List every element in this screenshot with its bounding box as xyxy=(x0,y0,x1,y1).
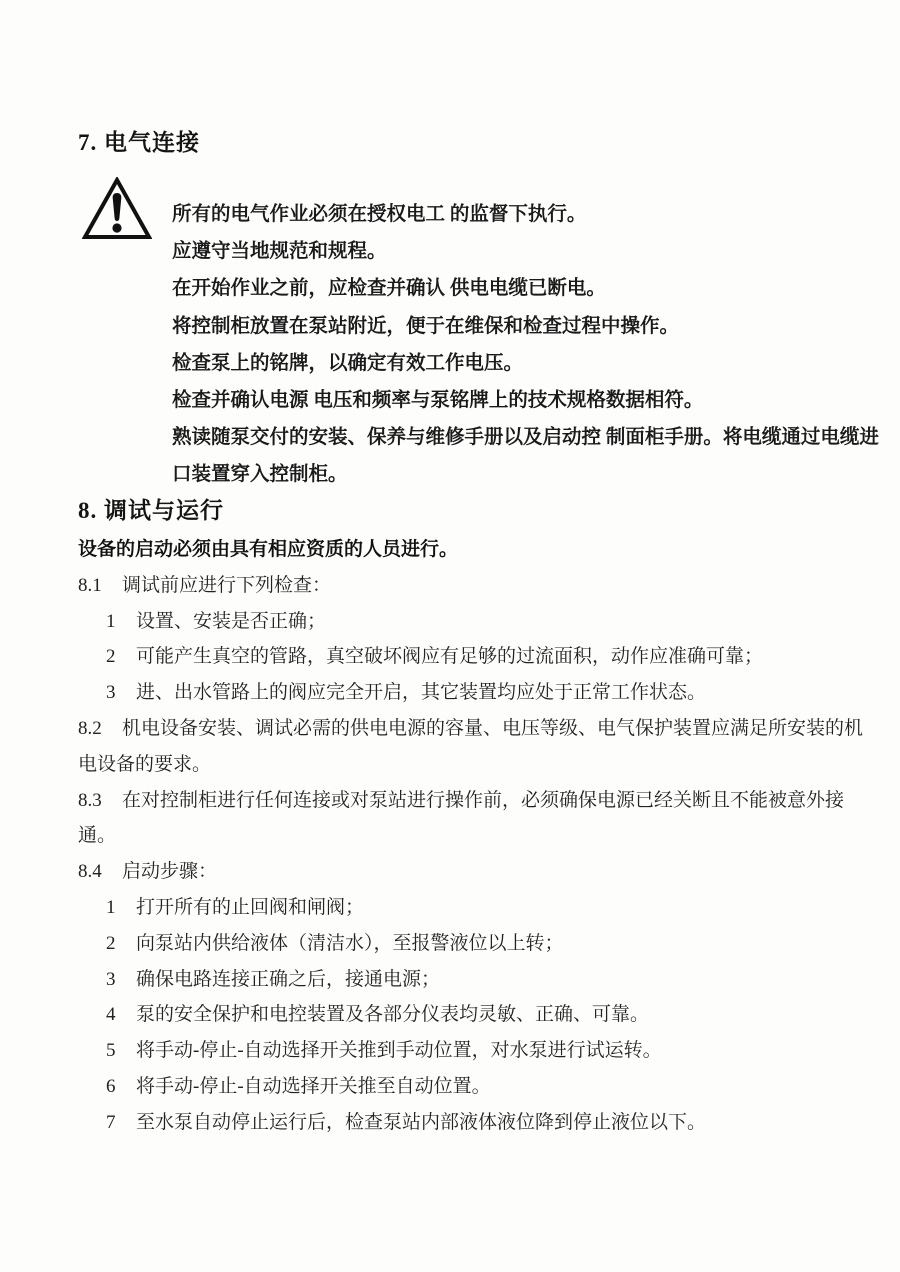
clause-number: 8.1 xyxy=(78,574,102,596)
list-item-text: 可能产生真空的管路，真空破坏阀应有足够的过流面积，动作应准确可靠； xyxy=(136,646,764,668)
list-item xyxy=(78,890,878,926)
list-item-text: 打开所有的止回阀和闸阀； xyxy=(136,896,365,918)
warning-line: 将控制柜放置在泵站附近，便于在维保和检查过程中操作。 xyxy=(172,315,680,337)
clause-text: 在对控制柜进行任何连接或对泵站进行操作前，必须确保电源已经关断且不能被意外接 xyxy=(122,789,845,811)
warning-line: 所有的电气作业必须在授权电工 的监督下执行。 xyxy=(172,204,587,225)
clause-8-2-continuation: 电设备的要求。 xyxy=(78,753,212,775)
list-item-text: 泵的安全保护和电控装置及各部分仪表均灵敏、正确、可靠。 xyxy=(136,1004,650,1026)
list-item-number: 1 xyxy=(106,610,116,632)
section-8-heading: 8. 调试与运行 xyxy=(78,498,224,523)
clause-number: 8.2 xyxy=(78,717,102,739)
clause-8-1 xyxy=(78,568,878,604)
list-item-text: 设置、安装是否正确； xyxy=(136,610,327,632)
warning-line: 应遵守当地规范和规程。 xyxy=(172,241,387,263)
list-item-text: 向泵站内供给液体（清洁水），至报警液位以上转； xyxy=(136,932,564,954)
clause-8-4 xyxy=(78,854,878,890)
list-item xyxy=(78,962,878,998)
list-item-text: 将手动-停止-自动选择开关推至自动位置。 xyxy=(136,1075,491,1097)
list-item xyxy=(78,1033,878,1069)
section-7-heading: 7. 电气连接 xyxy=(78,130,200,155)
clause-8-3-continuation: 通。 xyxy=(78,825,117,847)
warning-line: 检查泵上的铭牌，以确定有效工作电压。 xyxy=(172,352,524,374)
list-item-text: 进、出水管路上的阀应完全开启，其它装置均应处于正常工作状态。 xyxy=(136,682,707,704)
warning-line: 口装置穿入控制柜。 xyxy=(172,464,348,486)
list-item xyxy=(78,926,878,962)
list-item-text: 将手动-停止-自动选择开关推到手动位置，对水泵进行试运转。 xyxy=(136,1040,662,1062)
section-8-body xyxy=(78,532,878,1141)
list-item xyxy=(78,604,878,640)
list-item-number: 4 xyxy=(106,1004,116,1026)
clause-number: 8.3 xyxy=(78,789,102,811)
clause-8-2 xyxy=(78,711,878,747)
warning-triangle-icon xyxy=(82,177,152,241)
warning-line: 熟读随泵交付的安装、保养与维修手册以及启动控 制面柜手册。将电缆通过电缆进 xyxy=(172,427,879,449)
clause-text: 启动步骤： xyxy=(122,861,218,883)
warning-line: 检查并确认电源 电压和频率与泵铭牌上的技术规格数据相符。 xyxy=(172,390,704,412)
list-item-number: 7 xyxy=(106,1111,116,1133)
list-item-number: 5 xyxy=(106,1040,116,1062)
list-item xyxy=(78,675,878,711)
list-item-number: 3 xyxy=(106,682,116,704)
clause-text: 机电设备安装、调试必需的供电电源的容量、电压等级、电气保护装置应满足所安装的机 xyxy=(122,717,864,739)
section-8-intro: 设备的启动必须由具有相应资质的人员进行。 xyxy=(78,539,459,560)
list-item-number: 3 xyxy=(106,968,116,990)
list-item xyxy=(78,997,878,1033)
clause-number: 8.4 xyxy=(78,861,102,883)
list-item-text: 确保电路连接正确之后，接通电源； xyxy=(136,968,441,990)
list-item-text: 至水泵自动停止运行后，检查泵站内部液体液位降到停止液位以下。 xyxy=(136,1111,707,1133)
list-item-number: 2 xyxy=(106,646,116,668)
list-item-number: 6 xyxy=(106,1075,116,1097)
warning-line: 在开始作业之前，应检查并确认 供电电缆已断电。 xyxy=(172,278,606,300)
clause-8-3 xyxy=(78,783,878,819)
clause-text: 调试前应进行下列检查： xyxy=(122,574,332,596)
list-item xyxy=(78,639,878,675)
list-item xyxy=(78,1105,878,1141)
list-item-number: 1 xyxy=(106,896,116,918)
list-item-number: 2 xyxy=(106,932,116,954)
list-item xyxy=(78,1069,878,1105)
warning-text-block xyxy=(172,196,879,494)
